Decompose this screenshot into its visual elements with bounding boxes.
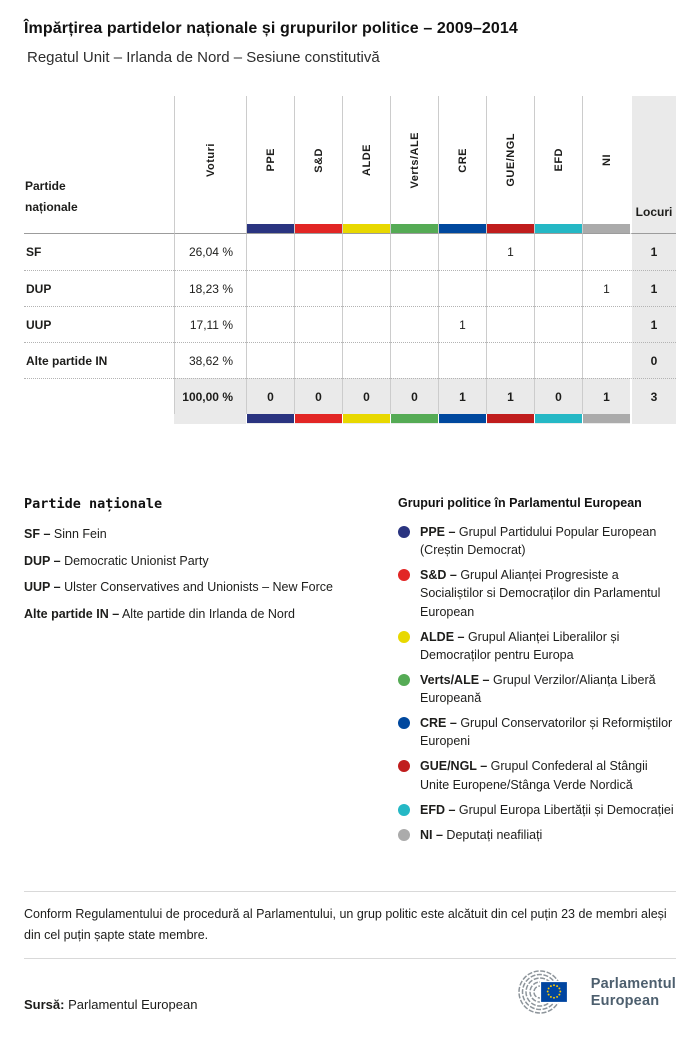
group-color-dot bbox=[398, 569, 410, 581]
party-name-cell: UUP bbox=[24, 306, 174, 342]
total-group-cell: 1 bbox=[486, 378, 534, 414]
seats-cell: 1 bbox=[630, 270, 676, 306]
group-seat-cell bbox=[486, 306, 534, 342]
european-parliament-logo bbox=[515, 969, 676, 1017]
total-group-cell: 0 bbox=[390, 378, 438, 414]
group-seat-cell bbox=[246, 270, 294, 306]
procedural-note: Conform Regulamentului de procedură al Parlamentului, un grup politic este alcătuit din cel puțin 23 de membri aleși din cel puțin șapte state membre. bbox=[24, 906, 667, 942]
group-seat-cell bbox=[534, 342, 582, 378]
party-legend-item: DUP – Democratic Unionist Party bbox=[24, 553, 209, 568]
source-row bbox=[24, 969, 676, 1017]
group-color-bar bbox=[439, 414, 486, 423]
group-legend-item: EFD – Grupul Europa Libertății și Democrației bbox=[398, 801, 676, 819]
group-seat-cell bbox=[438, 342, 486, 378]
group-seat-cell bbox=[582, 306, 630, 342]
column-header-efd: EFD bbox=[534, 96, 582, 234]
group-seat-cell bbox=[342, 306, 390, 342]
group-legend-item: PPE – Grupul Partidului Popular European (Creștin Democrat) bbox=[398, 523, 676, 559]
national-parties-legend bbox=[24, 496, 398, 851]
page-subtitle: Regatul Unit – Irlanda de Nord – Sesiune constitutivă bbox=[27, 49, 380, 66]
political-groups-legend bbox=[398, 496, 676, 851]
group-color-bar bbox=[439, 224, 486, 233]
party-legend-item: SF – Sinn Fein bbox=[24, 527, 107, 541]
group-color-dot bbox=[398, 804, 410, 816]
group-seat-cell bbox=[390, 234, 438, 270]
party-legend-item: Alte partide IN – Alte partide din Irlanda de Nord bbox=[24, 606, 295, 621]
total-group-cell: 0 bbox=[342, 378, 390, 414]
group-seat-cell bbox=[534, 234, 582, 270]
group-color-bar bbox=[343, 224, 390, 233]
total-group-cell: 0 bbox=[246, 378, 294, 414]
strip-spacer bbox=[24, 414, 174, 424]
national-parties-legend-heading: Partide naționale bbox=[24, 496, 163, 512]
group-seat-cell: 1 bbox=[582, 270, 630, 306]
votes-cell: 17,11 % bbox=[174, 306, 246, 342]
group-color-dot bbox=[398, 717, 410, 729]
hemicycle-eu-flag-icon bbox=[515, 969, 583, 1017]
column-header-cre: CRE bbox=[438, 96, 486, 234]
group-seat-cell bbox=[390, 306, 438, 342]
column-header-ni: NI bbox=[582, 96, 630, 234]
group-color-bar bbox=[391, 414, 438, 423]
group-seat-cell: 1 bbox=[486, 234, 534, 270]
group-seat-cell bbox=[342, 234, 390, 270]
column-header-parties-label: Partide naționale bbox=[25, 179, 78, 214]
total-group-cell: 1 bbox=[438, 378, 486, 414]
seats-cell: 1 bbox=[630, 306, 676, 342]
party-name-cell: SF bbox=[24, 234, 174, 270]
column-header-gue-ngl: GUE/NGL bbox=[486, 96, 534, 234]
group-color-dot bbox=[398, 526, 410, 538]
group-legend-item: CRE – Grupul Conservatorilor și Reformiștilor Europeni bbox=[398, 714, 676, 750]
group-legend-item: ALDE – Grupul Alianței Liberalilor și Democraților pentru Europa bbox=[398, 628, 676, 664]
group-seat-cell bbox=[390, 342, 438, 378]
page-header bbox=[24, 20, 676, 66]
seats-cell: 0 bbox=[630, 342, 676, 378]
column-header-alde: ALDE bbox=[342, 96, 390, 234]
column-header-locuri: Locuri bbox=[630, 96, 676, 234]
votes-cell: 26,04 % bbox=[174, 234, 246, 270]
party-name-cell: DUP bbox=[24, 270, 174, 306]
total-row-spacer bbox=[24, 378, 174, 414]
seats-table bbox=[24, 96, 676, 424]
party-legend-item: UUP – Ulster Conservatives and Unionists – New Force bbox=[24, 580, 333, 594]
group-color-dot bbox=[398, 760, 410, 772]
group-color-dot bbox=[398, 631, 410, 643]
group-color-bar bbox=[535, 224, 582, 233]
group-color-bar bbox=[487, 414, 534, 423]
group-seat-cell bbox=[534, 306, 582, 342]
group-seat-cell bbox=[582, 342, 630, 378]
group-seat-cell bbox=[294, 306, 342, 342]
group-color-dot bbox=[398, 674, 410, 686]
group-color-bar bbox=[535, 414, 582, 423]
divider bbox=[24, 958, 676, 959]
group-seat-cell bbox=[246, 234, 294, 270]
total-group-cell: 1 bbox=[582, 378, 630, 414]
column-header-voturi-label: Voturi bbox=[204, 143, 217, 177]
group-color-bar bbox=[583, 414, 630, 423]
group-color-bar bbox=[487, 224, 534, 233]
column-header-sd: S&D bbox=[294, 96, 342, 234]
group-seat-cell bbox=[342, 270, 390, 306]
source-line: Sursă: Parlamentul European bbox=[24, 996, 198, 1012]
group-seat-cell: 1 bbox=[438, 306, 486, 342]
group-seat-cell bbox=[582, 234, 630, 270]
strip-voturi bbox=[174, 414, 246, 424]
group-legend-item: S&D – Grupul Alianței Progresiste a Socialiștilor si Democraților din Parlamentul European bbox=[398, 566, 676, 620]
strip-locuri bbox=[630, 414, 676, 424]
group-seat-cell bbox=[438, 234, 486, 270]
legends-section bbox=[24, 496, 676, 851]
group-seat-cell bbox=[246, 342, 294, 378]
group-color-bar bbox=[583, 224, 630, 233]
total-votes-cell: 100,00 % bbox=[174, 378, 246, 414]
group-color-bar bbox=[343, 414, 390, 423]
group-seat-cell bbox=[486, 270, 534, 306]
total-seats-cell: 3 bbox=[630, 378, 676, 414]
group-color-bar bbox=[295, 224, 342, 233]
group-seat-cell bbox=[438, 270, 486, 306]
group-seat-cell bbox=[342, 342, 390, 378]
group-legend-item: GUE/NGL – Grupul Confederal al Stângii Unite Europene/Stânga Verde Nordică bbox=[398, 757, 676, 793]
total-group-cell: 0 bbox=[534, 378, 582, 414]
group-color-bar bbox=[247, 414, 294, 423]
group-seat-cell bbox=[294, 234, 342, 270]
group-seat-cell bbox=[534, 270, 582, 306]
column-header-ppe: PPE bbox=[246, 96, 294, 234]
group-seat-cell bbox=[294, 270, 342, 306]
group-seat-cell bbox=[294, 342, 342, 378]
group-color-bar bbox=[247, 224, 294, 233]
seats-cell: 1 bbox=[630, 234, 676, 270]
group-seat-cell bbox=[246, 306, 294, 342]
group-seat-cell bbox=[390, 270, 438, 306]
votes-cell: 18,23 % bbox=[174, 270, 246, 306]
page-title: Împărțirea partidelor naționale și grupurilor politice – 2009–2014 bbox=[24, 20, 518, 37]
group-color-bar bbox=[295, 414, 342, 423]
group-seat-cell bbox=[486, 342, 534, 378]
party-name-cell: Alte partide IN bbox=[24, 342, 174, 378]
total-group-cell: 0 bbox=[294, 378, 342, 414]
group-legend-item: Verts/ALE – Grupul Verzilor/Alianța Liberă Europeană bbox=[398, 671, 676, 707]
group-color-bar bbox=[391, 224, 438, 233]
political-groups-legend-heading: Grupuri politice în Parlamentul European bbox=[398, 496, 642, 510]
column-header-verts-ale: Verts/ALE bbox=[390, 96, 438, 234]
votes-cell: 38,62 % bbox=[174, 342, 246, 378]
group-legend-item: NI – Deputați neafiliați bbox=[398, 826, 676, 844]
group-color-dot bbox=[398, 829, 410, 841]
column-header-parties bbox=[24, 96, 174, 234]
column-header-voturi bbox=[174, 96, 246, 234]
logo-wordmark: Parlamentul European bbox=[590, 975, 676, 1010]
